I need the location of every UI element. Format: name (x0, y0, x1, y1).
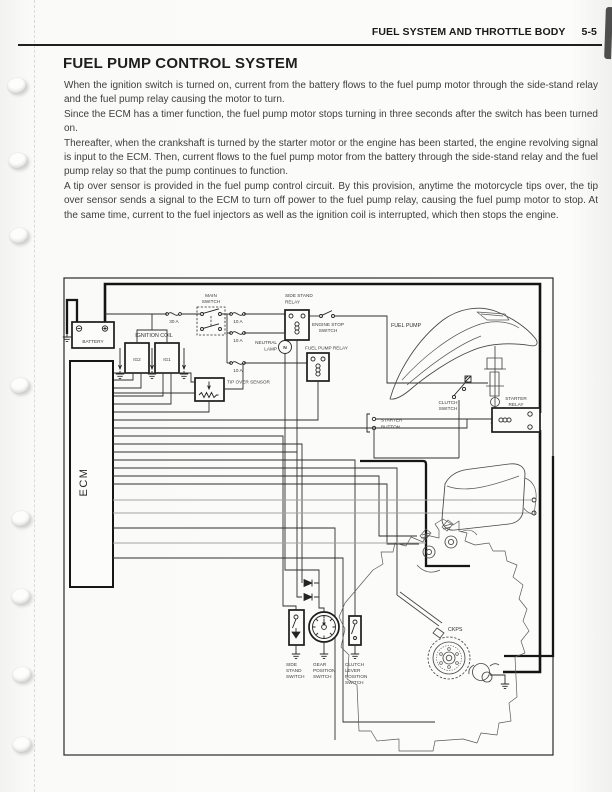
binding-hole (10, 735, 32, 754)
neutral-lamp-label: NEUTRAL (255, 340, 277, 345)
main-switch-label: SWITCH (201, 299, 221, 304)
page-header (372, 26, 597, 38)
ecm (70, 361, 113, 587)
wiring-diagram-container (57, 270, 557, 764)
header-rule (18, 44, 602, 46)
tip-over-sensor-label: TIP OVER SENSOR (227, 379, 270, 385)
gear-position-switch-label: SWITCH (313, 674, 332, 679)
starter-button (367, 414, 403, 432)
paragraph: A tip over sensor is provided in the fuel pump control circuit. By this provision, anytime the motorcycle tips over, the tip over sensor sends a signal to the ECM to turn off power to the fuel pump relay, causing the fuel pump motor to stop. At the same time, current to the fuel injectors as well as the ignition coil is interrupted, which then stops the engine. (64, 180, 598, 221)
fuse-30a (105, 313, 200, 324)
diode-2 (304, 594, 312, 601)
binding-hole (8, 376, 30, 395)
clutch-switch-label: SWITCH (438, 406, 458, 411)
ignition-coil-label: IGNITION COIL (135, 333, 173, 339)
binding-hole (6, 151, 28, 170)
starter-relay-label: STARTER (505, 396, 527, 401)
section-title: FUEL PUMP CONTROL SYSTEM (63, 55, 298, 72)
clutch-lever-position-switch-label: CLUTCH (345, 662, 365, 667)
fuel-pump-label: FUEL PUMP (391, 323, 422, 329)
side-stand-switch-label: SIDE (286, 662, 297, 667)
fuel-pump-relay-label: FUEL PUMP RELAY (305, 345, 348, 351)
binding-hole (9, 587, 31, 606)
page-number: 5-5 (581, 26, 597, 38)
starter-button-label: STARTER (381, 417, 403, 423)
engine-illustration (339, 464, 536, 751)
paragraph: When the ignition switch is turned on, current from the battery flows to the fuel pump motor through the side-stand relay and the fuel pump relay causing the motor to turn. (64, 80, 598, 106)
ckps-label: CKPS (448, 627, 463, 633)
chapter-title: FUEL SYSTEM AND THROTTLE BODY (371, 26, 566, 38)
starter-button-label: BUTTON (381, 424, 401, 430)
starter-relay-label: RELAY (508, 402, 524, 407)
clutch-lever-position-switch-label: POSITION (345, 674, 368, 679)
binding-hole (10, 665, 32, 684)
ecm-label: ECM (78, 467, 90, 497)
binding-hole (7, 226, 29, 245)
fuse-10a-label: 10 A (233, 338, 243, 343)
gear-position-switch-label: POSITION (313, 668, 336, 673)
side-stand-switch-label: STAND (286, 668, 302, 673)
ignition-coil (113, 314, 188, 404)
fuse-30a-label: 30 A (169, 319, 179, 324)
binding-hole (5, 76, 27, 95)
gear-position-switch (309, 612, 339, 679)
main-switch-label: MAIN (205, 293, 217, 298)
battery (72, 322, 114, 348)
wiring-diagram (57, 270, 557, 764)
ig2-label: IG2 (133, 357, 141, 362)
clutch-lever-position-switch-label: LEVER (345, 668, 361, 673)
clutch-switch-label: CLUTCH (438, 400, 458, 405)
clutch-lever-position-switch (345, 616, 367, 685)
diode-1 (304, 580, 312, 587)
side-stand-switch-label: SWITCH (286, 674, 305, 679)
wire-harness (113, 419, 536, 740)
paragraph: Thereafter, when the crankshaft is turned by the starter motor or the engine has been started, the engine revolving signal is input to the ECM. Then, current flows to the fuel pump motor from the battery through the side-stand relay and the fuel pump relay so that the pump continues to function. (64, 137, 598, 178)
side-stand-relay-label: SIDE STAND (285, 293, 313, 298)
fuse-10a-1 (227, 313, 285, 324)
clutch-lever-position-switch-label: SWITCH (345, 680, 364, 685)
fuse-10a-3 (227, 362, 307, 373)
fuel-tank-illustration (390, 308, 537, 399)
neutral-lamp-label: LAMP (264, 346, 277, 352)
side-stand-relay-label: RELAY (285, 299, 301, 305)
battery-label: BATTERY (82, 339, 104, 344)
neutral-symbol: N (283, 346, 287, 352)
main-switch (197, 293, 227, 363)
fuse-10a-label: 10 A (233, 319, 243, 324)
side-stand-switch (286, 610, 305, 679)
paragraph: Since the ECM has a timer function, the fuel pump motor stops turning in three seconds after the switch has been turned on. (64, 108, 598, 135)
binding-hole (9, 509, 31, 528)
page-edge-crease (34, 0, 35, 792)
engine-stop-switch-label: SWITCH (318, 328, 338, 333)
engine-stop-switch-label: ENGINE STOP (312, 322, 344, 327)
starter-motor (469, 664, 509, 689)
scan-artifact (604, 7, 612, 59)
ig1-label: IG1 (163, 357, 171, 362)
body-text (64, 79, 598, 223)
fuse-10a-label: 10 A (233, 368, 243, 373)
gear-position-switch-label: GEAR (313, 662, 327, 667)
